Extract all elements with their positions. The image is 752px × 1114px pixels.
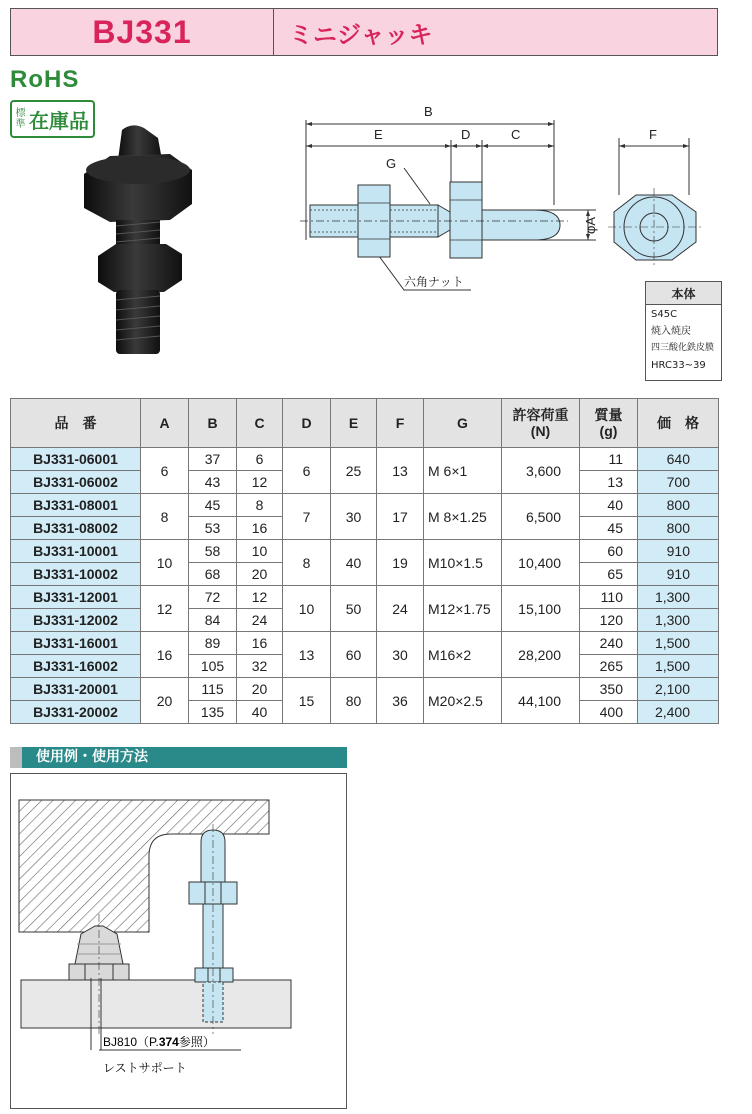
cell-c: 32 xyxy=(237,655,283,678)
spec-table xyxy=(10,398,719,724)
cell-code: BJ331-10001 xyxy=(11,540,141,563)
cell-a: 10 xyxy=(141,540,189,586)
dim-d-label: D xyxy=(461,127,471,142)
material-line: 四三酸化鉄皮膜 xyxy=(651,343,715,353)
cell-b: 135 xyxy=(189,701,237,724)
cell-price: 640 xyxy=(638,448,719,471)
rest-support-label: レストサポート xyxy=(103,1061,187,1075)
cell-price: 1,500 xyxy=(638,632,719,655)
cell-b: 72 xyxy=(189,586,237,609)
cell-f: 24 xyxy=(377,586,424,632)
cell-code: BJ331-12002 xyxy=(11,609,141,632)
cell-c: 20 xyxy=(237,678,283,701)
product-code: BJ331 xyxy=(11,9,274,55)
cell-f: 19 xyxy=(377,540,424,586)
cell-e: 30 xyxy=(331,494,377,540)
technical-drawing xyxy=(296,100,736,300)
col-e: E xyxy=(331,399,377,448)
material-line: S45C xyxy=(651,309,678,320)
cell-b: 84 xyxy=(189,609,237,632)
cell-mass: 65 xyxy=(580,563,638,586)
cell-e: 40 xyxy=(331,540,377,586)
cell-code: BJ331-20002 xyxy=(11,701,141,724)
dim-g-label: G xyxy=(386,156,397,171)
cell-g: M 6×1 xyxy=(424,448,502,494)
cell-code: BJ331-10002 xyxy=(11,563,141,586)
usage-ref-suffix: 参照） xyxy=(178,1035,215,1049)
material-line: HRC33~39 xyxy=(651,360,706,371)
cell-c: 12 xyxy=(237,586,283,609)
usage-heading: 使用例・使用方法 xyxy=(10,747,347,768)
table-row xyxy=(11,540,719,563)
title-bar xyxy=(10,8,718,56)
cell-b: 58 xyxy=(189,540,237,563)
cell-price: 700 xyxy=(638,471,719,494)
cell-d: 7 xyxy=(283,494,331,540)
cell-g: M 8×1.25 xyxy=(424,494,502,540)
nut-label: 六角ナット xyxy=(404,275,464,289)
material-line: 焼入焼戻 xyxy=(651,326,691,337)
usage-figure xyxy=(10,773,347,1109)
cell-c: 20 xyxy=(237,563,283,586)
col-d: D xyxy=(283,399,331,448)
dim-e-label: E xyxy=(374,127,383,142)
col-code: 品 番 xyxy=(11,399,141,448)
cell-f: 30 xyxy=(377,632,424,678)
spec-table-body xyxy=(11,448,719,724)
cell-c: 12 xyxy=(237,471,283,494)
rohs-badge: RoHS xyxy=(10,66,80,93)
stock-small-1: 標 xyxy=(15,108,26,119)
dim-c-label: C xyxy=(511,127,521,142)
dim-f-label: F xyxy=(649,127,657,142)
usage-ref-prefix: BJ810（P. xyxy=(103,1035,159,1049)
cell-price: 1,300 xyxy=(638,586,719,609)
product-name: ミニジャッキ xyxy=(289,20,433,49)
cell-code: BJ331-08002 xyxy=(11,517,141,540)
cell-mass: 11 xyxy=(580,448,638,471)
col-mass-unit: (g) xyxy=(599,423,618,439)
usage-ref-page: 374 xyxy=(158,1035,179,1049)
usage-illustration xyxy=(11,774,346,1108)
table-row xyxy=(11,632,719,655)
cell-price: 1,500 xyxy=(638,655,719,678)
cell-f: 13 xyxy=(377,448,424,494)
cell-price: 2,400 xyxy=(638,701,719,724)
cell-d: 8 xyxy=(283,540,331,586)
table-row xyxy=(11,448,719,471)
cell-c: 16 xyxy=(237,632,283,655)
product-photo xyxy=(70,120,200,360)
col-load xyxy=(502,399,580,448)
col-mass-title: 質量 xyxy=(594,407,623,423)
dim-a-label: φA xyxy=(583,216,598,234)
cell-load: 10,400 xyxy=(502,540,580,586)
cell-f: 17 xyxy=(377,494,424,540)
cell-e: 25 xyxy=(331,448,377,494)
cell-price: 1,300 xyxy=(638,609,719,632)
cell-a: 8 xyxy=(141,494,189,540)
cell-code: BJ331-06001 xyxy=(11,448,141,471)
cell-d: 15 xyxy=(283,678,331,724)
cell-c: 24 xyxy=(237,609,283,632)
cell-load: 3,600 xyxy=(502,448,580,494)
col-mass xyxy=(580,399,638,448)
cell-mass: 13 xyxy=(580,471,638,494)
cell-price: 800 xyxy=(638,494,719,517)
cell-f: 36 xyxy=(377,678,424,724)
cell-mass: 60 xyxy=(580,540,638,563)
col-c: C xyxy=(237,399,283,448)
cell-load: 44,100 xyxy=(502,678,580,724)
cell-code: BJ331-20001 xyxy=(11,678,141,701)
cell-g: M20×2.5 xyxy=(424,678,502,724)
cell-g: M16×2 xyxy=(424,632,502,678)
cell-price: 2,100 xyxy=(638,678,719,701)
cell-load: 28,200 xyxy=(502,632,580,678)
cell-price: 800 xyxy=(638,517,719,540)
stock-small-2: 準 xyxy=(15,119,26,130)
cell-load: 6,500 xyxy=(502,494,580,540)
cell-price: 910 xyxy=(638,540,719,563)
cell-g: M10×1.5 xyxy=(424,540,502,586)
cell-b: 115 xyxy=(189,678,237,701)
stock-badge-small xyxy=(14,108,27,130)
cell-a: 6 xyxy=(141,448,189,494)
cell-a: 12 xyxy=(141,586,189,632)
col-a: A xyxy=(141,399,189,448)
cell-b: 68 xyxy=(189,563,237,586)
cell-mass: 265 xyxy=(580,655,638,678)
cell-a: 20 xyxy=(141,678,189,724)
cell-c: 10 xyxy=(237,540,283,563)
cell-g: M12×1.75 xyxy=(424,586,502,632)
cell-d: 13 xyxy=(283,632,331,678)
col-price: 価 格 xyxy=(638,399,719,448)
cell-e: 50 xyxy=(331,586,377,632)
cell-mass: 45 xyxy=(580,517,638,540)
cell-b: 105 xyxy=(189,655,237,678)
material-title: 本体 xyxy=(646,282,721,305)
table-row xyxy=(11,678,719,701)
material-box xyxy=(645,281,722,381)
cell-c: 16 xyxy=(237,517,283,540)
col-load-title: 許容荷重 xyxy=(512,407,569,423)
cell-mass: 40 xyxy=(580,494,638,517)
cell-a: 16 xyxy=(141,632,189,678)
cell-e: 60 xyxy=(331,632,377,678)
table-row xyxy=(11,586,719,609)
table-header-row xyxy=(11,399,719,448)
cell-e: 80 xyxy=(331,678,377,724)
cell-mass: 240 xyxy=(580,632,638,655)
cell-price: 910 xyxy=(638,563,719,586)
cell-code: BJ331-16002 xyxy=(11,655,141,678)
col-f: F xyxy=(377,399,424,448)
cell-c: 6 xyxy=(237,448,283,471)
dim-b-label: B xyxy=(424,104,433,119)
cell-mass: 120 xyxy=(580,609,638,632)
cell-b: 53 xyxy=(189,517,237,540)
col-b: B xyxy=(189,399,237,448)
cell-c: 8 xyxy=(237,494,283,517)
col-load-unit: (N) xyxy=(530,423,551,439)
cell-mass: 350 xyxy=(580,678,638,701)
cell-d: 10 xyxy=(283,586,331,632)
cell-load: 15,100 xyxy=(502,586,580,632)
cell-b: 45 xyxy=(189,494,237,517)
cell-code: BJ331-12001 xyxy=(11,586,141,609)
cell-code: BJ331-06002 xyxy=(11,471,141,494)
cell-c: 40 xyxy=(237,701,283,724)
cell-d: 6 xyxy=(283,448,331,494)
cell-b: 37 xyxy=(189,448,237,471)
cell-mass: 400 xyxy=(580,701,638,724)
stock-badge-label: 在庫品 xyxy=(29,108,89,133)
cell-b: 89 xyxy=(189,632,237,655)
col-g: G xyxy=(424,399,502,448)
cell-mass: 110 xyxy=(580,586,638,609)
table-row xyxy=(11,494,719,517)
cell-code: BJ331-08001 xyxy=(11,494,141,517)
cell-code: BJ331-16001 xyxy=(11,632,141,655)
usage-ref-label xyxy=(103,1035,215,1049)
cell-b: 43 xyxy=(189,471,237,494)
